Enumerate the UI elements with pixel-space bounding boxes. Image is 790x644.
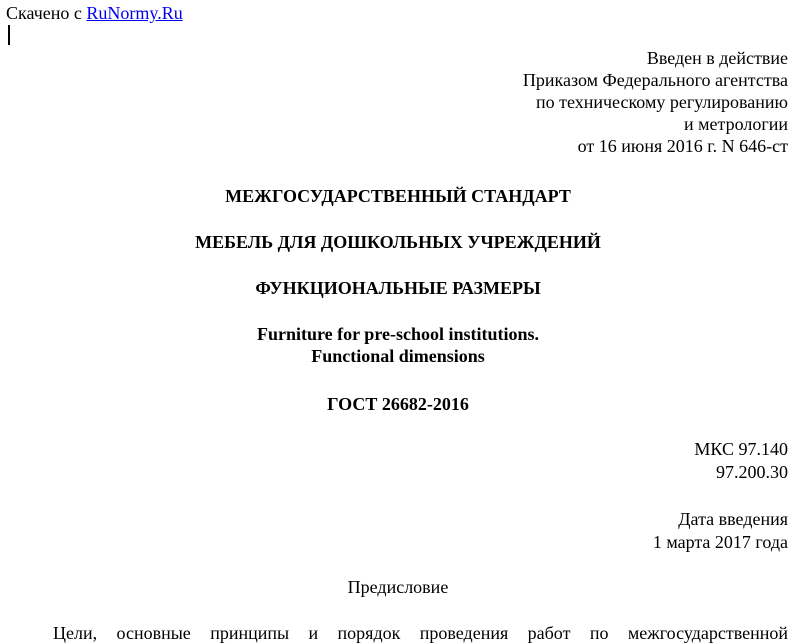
mks-line: МКС 97.140 [694,439,788,459]
standard-name-heading: МЕБЕЛЬ ДЛЯ ДОШКОЛЬНЫХ УЧРЕЖДЕНИЙ [195,232,601,252]
enactment-line: Приказом Федерального агентства [522,70,788,90]
enactment-line: Введен в действие [646,48,788,68]
source-note [6,3,183,24]
standard-subtitle-heading: ФУНКЦИОНАЛЬНЫЕ РАЗМЕРЫ [255,278,541,298]
introduction-date-value: 1 марта 2017 года [652,532,788,552]
english-title-line: Functional dimensions [311,346,485,366]
preface-paragraph: Цели, основные принципы и порядок проведения работ по межгосударственной [53,623,788,643]
enactment-line: по техническому регулированию [535,92,788,112]
gost-number: ГОСТ 26682-2016 [327,394,469,414]
enactment-block [523,47,788,157]
enactment-line: и метрологии [684,114,788,134]
mks-classification [694,438,788,484]
source-link[interactable]: RuNormy.Ru [86,3,183,23]
preface-heading: Предисловие [347,577,449,597]
text-cursor [8,25,10,45]
introduction-date-label: Дата введения [678,509,788,529]
mks-line: 97.200.30 [716,462,788,482]
english-title-line: Furniture for pre-school institutions. [256,324,539,344]
standard-type-heading: МЕЖГОСУДАРСТВЕННЫЙ СТАНДАРТ [225,186,571,206]
introduction-date [653,508,788,554]
enactment-line: от 16 июня 2016 г. N 646-ст [577,136,788,156]
english-title [0,323,790,367]
source-note-text: Скачено с [6,3,87,23]
